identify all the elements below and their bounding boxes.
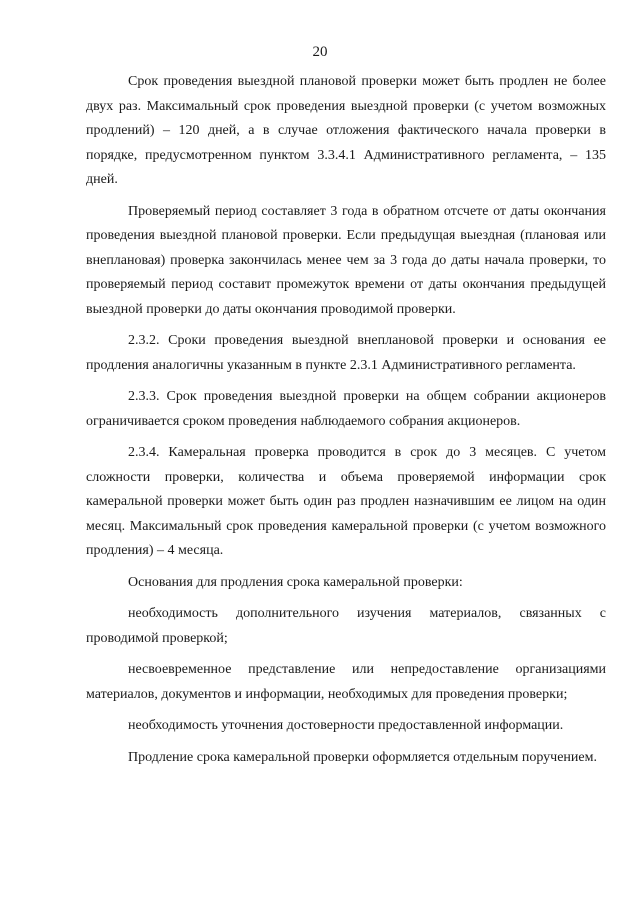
paragraph-2-3-4: 2.3.4. Камеральная проверка проводится в срок до 3 месяцев. С учетом сложности проверки, количества и объема проверяемой информации срок камеральной проверки может быть один раз продлен назначившим ее лицом на один месяц. Максимальный срок проведения камеральной проверки (с учетом возможного продления) – 4 месяца. — [86, 445, 606, 558]
paragraph-2-3-2: 2.3.2. Сроки проведения выездной внеплановой проверки и основания ее продления аналогичны указанным в пункте 2.3.1 Административного регламента. — [86, 333, 606, 373]
page-number: 20 — [312, 44, 328, 60]
paragraph-audit-period: Проверяемый период составляет 3 года в обратном отсчете от даты окончания проведения выездной плановой проверки. Если предыдущая выездная (плановая или внеплановая) проверка закончилась менее чем за 3 года до даты начала проверки, то проверяемый период составит промежуток времени от даты окончания предыдущей выездной проверки до даты окончания проводимой проверки. — [86, 203, 606, 317]
paragraph-extension-limit: Срок проведения выездной плановой проверки может быть продлен не более двух раз. Максимальный срок проведения выездной проверки (с учетом возможных продлений) – 120 дней, а в случае отложения фактического начала проверки в порядке, предусмотренном пунктом 3.3.4.1 Административного регламента, – 135 дней. — [86, 74, 606, 187]
document-body — [86, 70, 606, 777]
paragraph-ground-1: необходимость дополнительного изучения материалов, связанных с проводимой проверкой; — [86, 606, 606, 646]
paragraph-grounds-heading: Основания для продления срока камеральной проверки: — [128, 574, 463, 590]
paragraph-2-3-3: 2.3.3. Срок проведения выездной проверки на общем собрании акционеров ограничивается сроком проведения наблюдаемого собрания акционеров. — [86, 389, 606, 429]
paragraph-ground-3: необходимость уточнения достоверности предоставленной информации. — [128, 718, 564, 733]
paragraph-ground-2: несвоевременное представление или непредоставление организациями материалов, документов и информации, необходимых для проведения проверки; — [86, 662, 606, 702]
paragraph-extension-order: Продление срока камеральной проверки оформляется отдельным поручением. — [128, 749, 597, 765]
